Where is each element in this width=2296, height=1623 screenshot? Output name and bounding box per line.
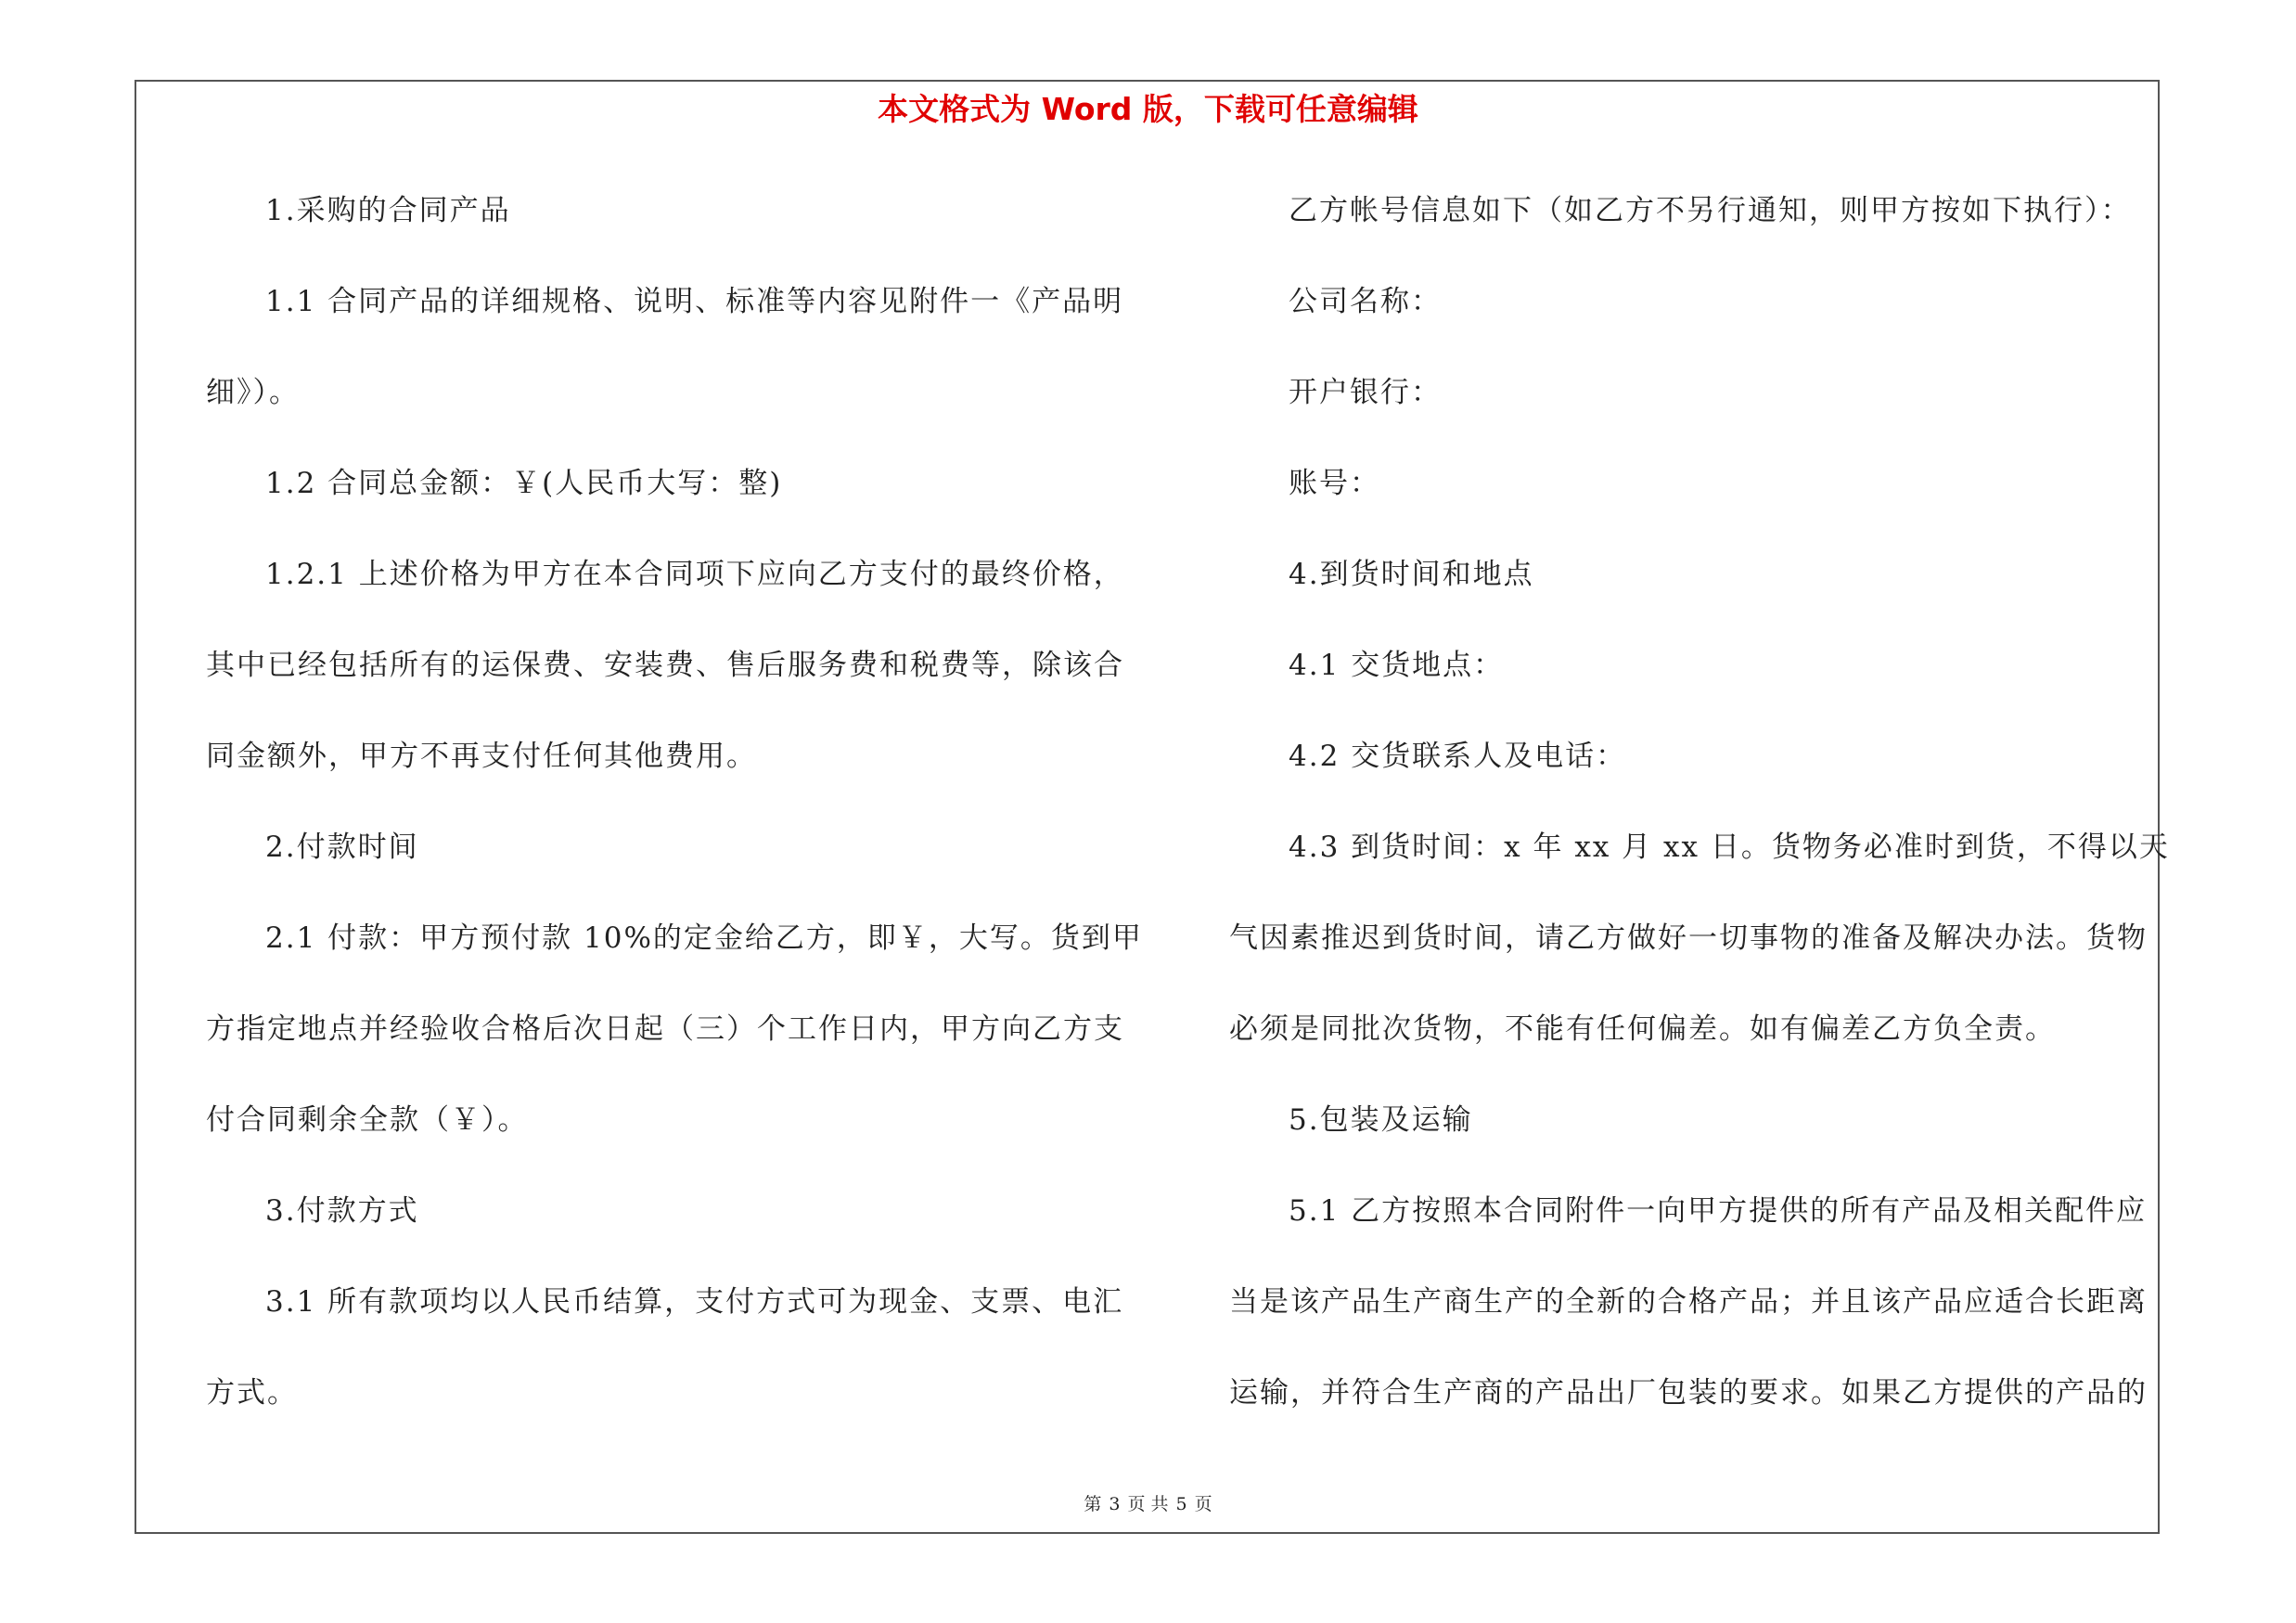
paragraph-line: 细》）。 bbox=[206, 376, 300, 409]
paragraph-line: 4.到货时间和地点 bbox=[1289, 558, 1534, 591]
paragraph-line: 3.1 所有款项均以人民币结算，支付方式可为现金、支票、电汇 bbox=[265, 1285, 1124, 1319]
paragraph-line: 5.1 乙方按照本合同附件一向甲方提供的所有产品及相关配件应 bbox=[1289, 1194, 2148, 1228]
paragraph-line: 账号： bbox=[1289, 467, 1380, 500]
paragraph-line: 运输，并符合生产商的产品出厂包装的要求。如果乙方提供的产品的 bbox=[1229, 1376, 2148, 1410]
paragraph-line: 开户银行： bbox=[1289, 376, 1442, 409]
paragraph-line: 5.包装及运输 bbox=[1289, 1103, 1473, 1137]
paragraph-line: 1.采购的合同产品 bbox=[265, 194, 511, 227]
footer-middle: 页 共 bbox=[1127, 1494, 1169, 1514]
paragraph-line: 2.1 付款：甲方预付款 10%的定金给乙方，即￥，大写。货到甲 bbox=[265, 921, 1143, 955]
paragraph-line: 1.2 合同总金额：￥(人民币大写：整) bbox=[265, 467, 783, 500]
paragraph-line: 必须是同批次货物，不能有任何偏差。如有偏差乙方负全责。 bbox=[1229, 1012, 2056, 1046]
paragraph-line: 方指定地点并经验收合格后次日起（三）个工作日内，甲方向乙方支 bbox=[206, 1012, 1124, 1046]
paragraph-line: 1.1 合同产品的详细规格、说明、标准等内容见附件一《产品明 bbox=[265, 285, 1124, 318]
footer-total-pages: 5 bbox=[1175, 1494, 1187, 1514]
paragraph-line: 4.3 到货时间：x 年 xx 月 xx 日。货物务必准时到货，不得以天 bbox=[1289, 831, 2170, 864]
document-banner: 本文格式为 Word 版，下载可任意编辑 bbox=[878, 91, 1418, 127]
paragraph-line: 公司名称： bbox=[1289, 285, 1442, 318]
paragraph-line: 同金额外，甲方不再支付任何其他费用。 bbox=[206, 740, 757, 773]
paragraph-line: 气因素推迟到货时间，请乙方做好一切事物的准备及解决办法。货物 bbox=[1229, 921, 2148, 955]
paragraph-line: 乙方帐号信息如下（如乙方不另行通知，则甲方按如下执行）： bbox=[1289, 194, 2132, 227]
page-footer bbox=[0, 1491, 2296, 1517]
left-column bbox=[206, 184, 1152, 1457]
paragraph-line: 3.付款方式 bbox=[265, 1194, 419, 1228]
paragraph-line: 4.2 交货联系人及电话： bbox=[1289, 740, 1627, 773]
footer-suffix: 页 bbox=[1194, 1494, 1212, 1514]
paragraph-line: 1.2.1 上述价格为甲方在本合同项下应向乙方支付的最终价格， bbox=[265, 558, 1124, 591]
footer-prefix: 第 bbox=[1084, 1494, 1102, 1514]
right-column bbox=[1229, 184, 2170, 1457]
footer-current-page: 3 bbox=[1109, 1494, 1121, 1514]
paragraph-line: 2.付款时间 bbox=[265, 831, 419, 864]
paragraph-line: 付合同剩余全款（￥）。 bbox=[206, 1103, 529, 1137]
paragraph-line: 其中已经包括所有的运保费、安装费、售后服务费和税费等，除该合 bbox=[206, 649, 1124, 682]
paragraph-line: 4.1 交货地点： bbox=[1289, 649, 1505, 682]
paragraph-line: 方式。 bbox=[206, 1376, 298, 1410]
paragraph-line: 当是该产品生产商生产的全新的合格产品；并且该产品应适合长距离 bbox=[1229, 1285, 2148, 1319]
